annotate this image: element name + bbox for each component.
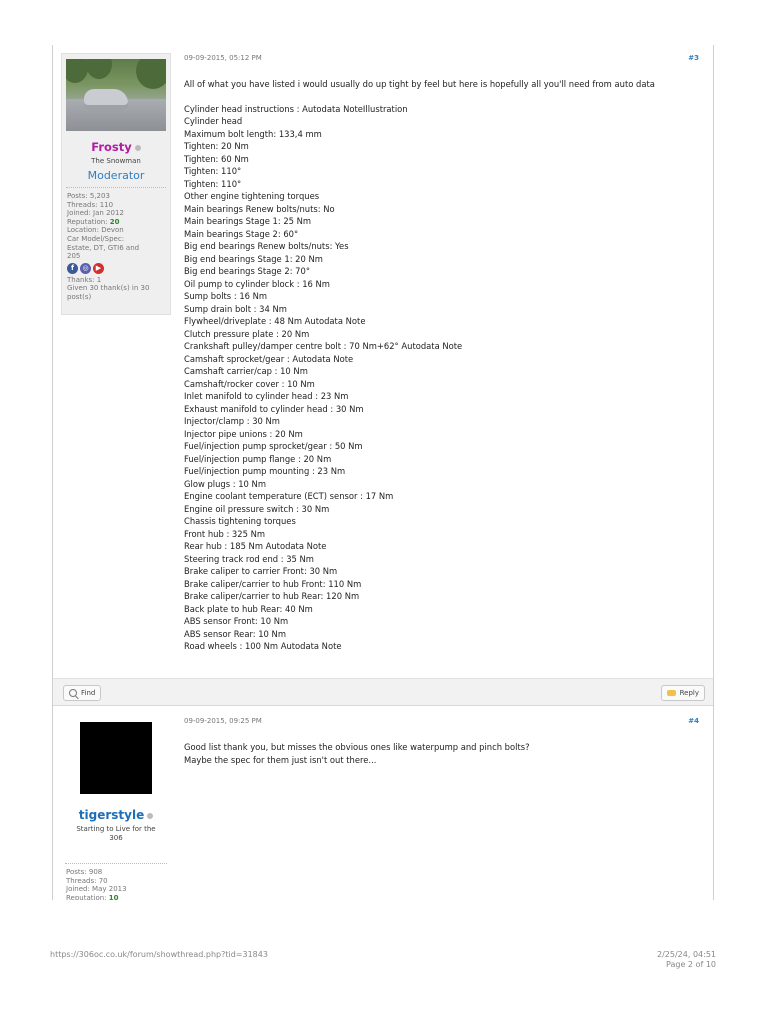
reply-line: Maybe the spec for them just isn't out there... (184, 754, 377, 765)
torque-list (184, 103, 699, 653)
torque-line: Brake caliper/carrier to hub Rear: 120 Nm (184, 591, 360, 601)
stat-reputation (67, 218, 165, 227)
username-text[interactable]: Frosty (91, 140, 132, 154)
reply-text (184, 741, 699, 766)
reputation-value[interactable]: 20 (109, 217, 120, 226)
user-stats (62, 192, 170, 261)
torque-line: Maximum bolt length: 133,4 mm (184, 128, 322, 139)
stat-posts: Posts: 5,203 (67, 192, 110, 200)
torque-line: Camshaft carrier/cap : 10 Nm (184, 366, 308, 376)
torque-line: Brake caliper/carrier to hub Front: 110 Nm (184, 578, 362, 589)
torque-line: Exhaust manifold to cylinder head : 30 Nm (184, 403, 364, 414)
torque-line: Cylinder head instructions : Autodata NoteIllustration (184, 103, 408, 114)
torque-line: Main bearings Stage 2: 60° (184, 228, 299, 239)
avatar[interactable] (66, 59, 166, 131)
reply-line: Good list thank you, but misses the obvious ones like waterpump and pinch bolts? (184, 742, 530, 752)
torque-line: ABS sensor Front: 10 Nm (184, 616, 289, 626)
torque-line: Tighten: 110° (184, 166, 242, 176)
torque-line: Front hub : 325 Nm (184, 528, 265, 539)
offline-status-icon (135, 145, 141, 151)
torque-line: Glow plugs : 10 Nm (184, 478, 266, 489)
torque-line: Camshaft/rocker cover : 10 Nm (184, 378, 315, 389)
reputation-value[interactable]: 10 (108, 893, 119, 900)
search-icon (69, 689, 77, 697)
avatar[interactable] (80, 722, 152, 794)
torque-line: Cylinder head (184, 116, 243, 126)
torque-line: Rear hub : 185 Nm Autodata Note (184, 541, 327, 551)
torque-line: Big end bearings Renew bolts/nuts: Yes (184, 241, 349, 251)
thread-container (52, 45, 714, 900)
reply-label: Reply (679, 689, 699, 697)
torque-line: Main bearings Renew bolts/nuts: No (184, 203, 335, 214)
torque-line: Road wheels : 100 Nm Autodata Note (184, 641, 342, 651)
torque-line: Back plate to hub Rear: 40 Nm (184, 603, 313, 614)
reply-button[interactable] (661, 685, 705, 701)
torque-line: Injector/clamp : 30 Nm (184, 416, 280, 426)
torque-line: Oil pump to cylinder block : 16 Nm (184, 278, 330, 289)
page-number: Page 2 of 10 (666, 960, 716, 969)
torque-line: Engine oil pressure switch : 30 Nm (184, 503, 330, 514)
sidebar-divider (65, 863, 167, 864)
post-date: 09-09-2015, 05:12 PM (184, 54, 262, 62)
offline-status-icon (147, 813, 153, 819)
youtube-icon[interactable]: ▶ (93, 263, 104, 274)
instagram-icon[interactable]: ◎ (80, 263, 91, 274)
post-footer-bar (53, 678, 713, 706)
user-title: The Snowman (91, 157, 141, 165)
torque-line: Brake caliper to carrier Front: 30 Nm (184, 566, 338, 576)
stat-given-2: post(s) (67, 292, 92, 301)
stat-joined: Joined: Jan 2012 (67, 209, 124, 218)
stat-threads: Threads: 70 (66, 876, 108, 885)
post-number-link[interactable]: #3 (688, 54, 699, 62)
stat-car-value: Estate, DT, GTI6 and (67, 243, 140, 252)
torque-line: Inlet manifold to cylinder head : 23 Nm (184, 391, 349, 401)
stat-posts: Posts: 908 (66, 868, 103, 876)
reply-icon (667, 690, 676, 696)
user-title: Starting to Live for the 306 (76, 825, 156, 842)
stat-threads: Threads: 110 (67, 200, 114, 209)
user-rank: Moderator (87, 169, 145, 182)
reputation-label: Reputation: (67, 217, 110, 226)
username[interactable] (61, 808, 171, 822)
post-4 (53, 705, 713, 900)
torque-line: Sump bolts : 16 Nm (184, 291, 268, 301)
username-text[interactable]: tigerstyle (78, 808, 145, 822)
torque-line: Clutch pressure plate : 20 Nm (184, 328, 310, 339)
print-datetime: 2/25/24, 04:51 (657, 950, 716, 959)
page-url: https://306oc.co.uk/forum/showthread.php?tid=31843 (50, 950, 268, 959)
facebook-icon[interactable]: f (67, 263, 78, 274)
torque-line: Camshaft sprocket/gear : Autodata Note (184, 353, 354, 364)
torque-line: Injector pipe unions : 20 Nm (184, 428, 303, 439)
post-body (184, 741, 699, 766)
post-date: 09-09-2015, 09:25 PM (184, 717, 262, 725)
post-body (184, 78, 699, 653)
user-stats (61, 868, 171, 900)
torque-line: Flywheel/driveplate : 48 Nm Autodata Note (184, 316, 366, 326)
post-intro: All of what you have listed i would usually do up tight by feel but here is hopefully all you'll need from auto data (184, 79, 655, 89)
torque-line: ABS sensor Rear: 10 Nm (184, 628, 286, 639)
page-footer-right (657, 950, 716, 970)
torque-line: Tighten: 110° (184, 178, 242, 189)
sidebar-divider (66, 187, 166, 188)
torque-line: Chassis tightening torques (184, 516, 296, 526)
stat-joined: Joined: May 2013 (66, 885, 127, 894)
torque-line: Tighten: 60 Nm (184, 153, 249, 164)
torque-line: Steering track rod end : 35 Nm (184, 553, 314, 564)
torque-line: Fuel/injection pump mounting : 23 Nm (184, 466, 346, 476)
post-number-link[interactable]: #4 (688, 717, 699, 725)
post-3 (53, 45, 713, 697)
avatar-car-photo (66, 59, 166, 131)
user-sidebar (61, 714, 171, 900)
social-icons (62, 261, 170, 276)
torque-line: Tighten: 20 Nm (184, 141, 249, 151)
user-thanks (62, 276, 170, 302)
user-sidebar (61, 53, 171, 315)
stat-thanks: Thanks: 1 (67, 275, 102, 284)
torque-line: Engine coolant temperature (ECT) sensor : 17 Nm (184, 491, 394, 501)
torque-line: Big end bearings Stage 2: 70° (184, 266, 311, 276)
torque-line: Big end bearings Stage 1: 20 Nm (184, 253, 323, 264)
stat-car-value-2: 205 (67, 252, 81, 261)
torque-line: Main bearings Stage 1: 25 Nm (184, 216, 312, 226)
stat-car-label: Car Model/Spec: (67, 234, 125, 243)
torque-line: Fuel/injection pump sprocket/gear : 50 Nm (184, 441, 363, 451)
find-button[interactable] (63, 685, 101, 701)
stat-given: Given 30 thank(s) in 30 (67, 284, 150, 293)
reputation-label: Reputation: (66, 893, 109, 900)
stat-reputation (66, 894, 166, 900)
torque-line: Crankshaft pulley/damper centre bolt : 70 Nm+62° Autodata Note (184, 341, 463, 351)
torque-line: Fuel/injection pump flange : 20 Nm (184, 453, 332, 464)
username[interactable] (62, 140, 170, 154)
find-label: Find (81, 689, 96, 697)
torque-line: Sump drain bolt : 34 Nm (184, 303, 287, 314)
torque-line: Other engine tightening torques (184, 191, 320, 201)
stat-location: Location: Devon (67, 226, 124, 235)
